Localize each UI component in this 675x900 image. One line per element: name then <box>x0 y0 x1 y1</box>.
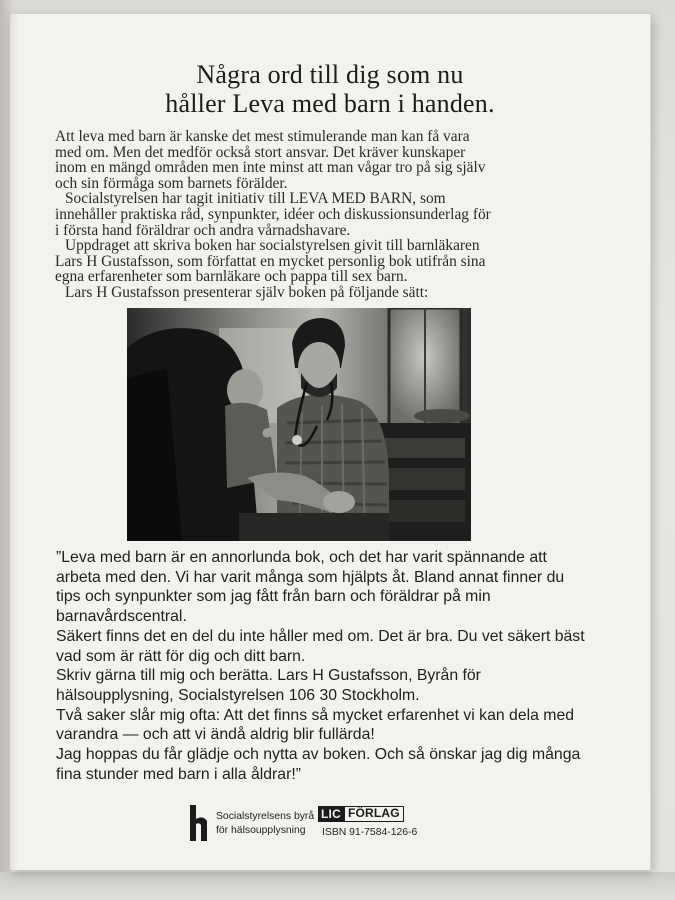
org-name-line-2: för hälsoupplysning <box>216 825 306 836</box>
socialstyrelsen-mark <box>190 805 315 843</box>
quote-paragraph: Två saker slår mig ofta: Att det finns så mycket erfarenhet vi kan dela med varandra — och att vi ändå aldrig blir fullärda! <box>56 706 575 744</box>
heading-line-1: Några ord till dig som nu <box>196 60 464 89</box>
quote-paragraph: Skriv gärna till mig och berätta. Lars H Gustafsson, Byrån för hälsoupplysning, Socialstyrelsen 106 30 Stockholm. <box>56 667 481 704</box>
heading-line-2: håller Leva med barn i handen. <box>165 89 495 118</box>
cover-heading <box>120 60 540 118</box>
author-quote <box>56 548 586 784</box>
intro-paragraph: Uppdraget att skriva boken har socialstyrelsen givit till barnläkaren Lars H Gustafsson, som författat en mycket personlig bok utifrån sina egna erfarenheter som barnläkare och pappa till sex barn. <box>55 237 486 286</box>
org-name-line-1: Socialstyrelsens byrå <box>216 811 315 822</box>
quote-paragraph: Säkert finns det en del du inte håller med om. Det är bra. Du vet säkert bäst vad som är rätt för dig och ditt barn. <box>56 627 585 665</box>
lic-forlag-logo <box>318 806 404 822</box>
table-surface-bottom <box>0 872 675 900</box>
intro-paragraph: Att leva med barn är kanske det mest stimulerande man kan få vara med om. Men det medför också stort ansvar. Det kräver kunskaper inom en mängd områden men inte minst att man vågar tro på sig själv och sin förmåga som barnets förälder. <box>55 128 486 192</box>
intro-paragraph: Lars H Gustafsson presenterar själv boken på följande sätt: <box>65 283 429 301</box>
isbn-number: ISBN 91-7584-126-6 <box>322 827 418 838</box>
book-spine-shadow <box>10 14 18 870</box>
quote-paragraph: Jag hoppas du får glädje och nytta av boken. Och så önskar jag dig många fina stunder med barn i alla åldrar!” <box>56 746 581 783</box>
publisher-lic: LIC <box>318 806 344 822</box>
doctor-child-photo <box>127 308 471 541</box>
publisher-forlag: FÖRLAG <box>344 806 404 822</box>
publisher-block <box>318 806 428 842</box>
quote-paragraph: ”Leva med barn är en annorlunda bok, och det har varit spännande att arbeta med den. Vi har varit många som hjälpts åt. Bland annat finner du tips och synpunkter som jag fått från barn och föräldrar på min barnavårdscentral. <box>56 549 565 626</box>
photo-illustration <box>127 308 471 541</box>
intro-text <box>55 129 495 301</box>
h-logo-icon <box>190 805 208 841</box>
intro-paragraph: Socialstyrelsen har tagit initiativ till LEVA MED BARN, som innehåller praktiska råd, synpunkter, idéer och diskussionsunderlag för i första hand föräldrar och andra vårnadshavare. <box>55 190 491 239</box>
